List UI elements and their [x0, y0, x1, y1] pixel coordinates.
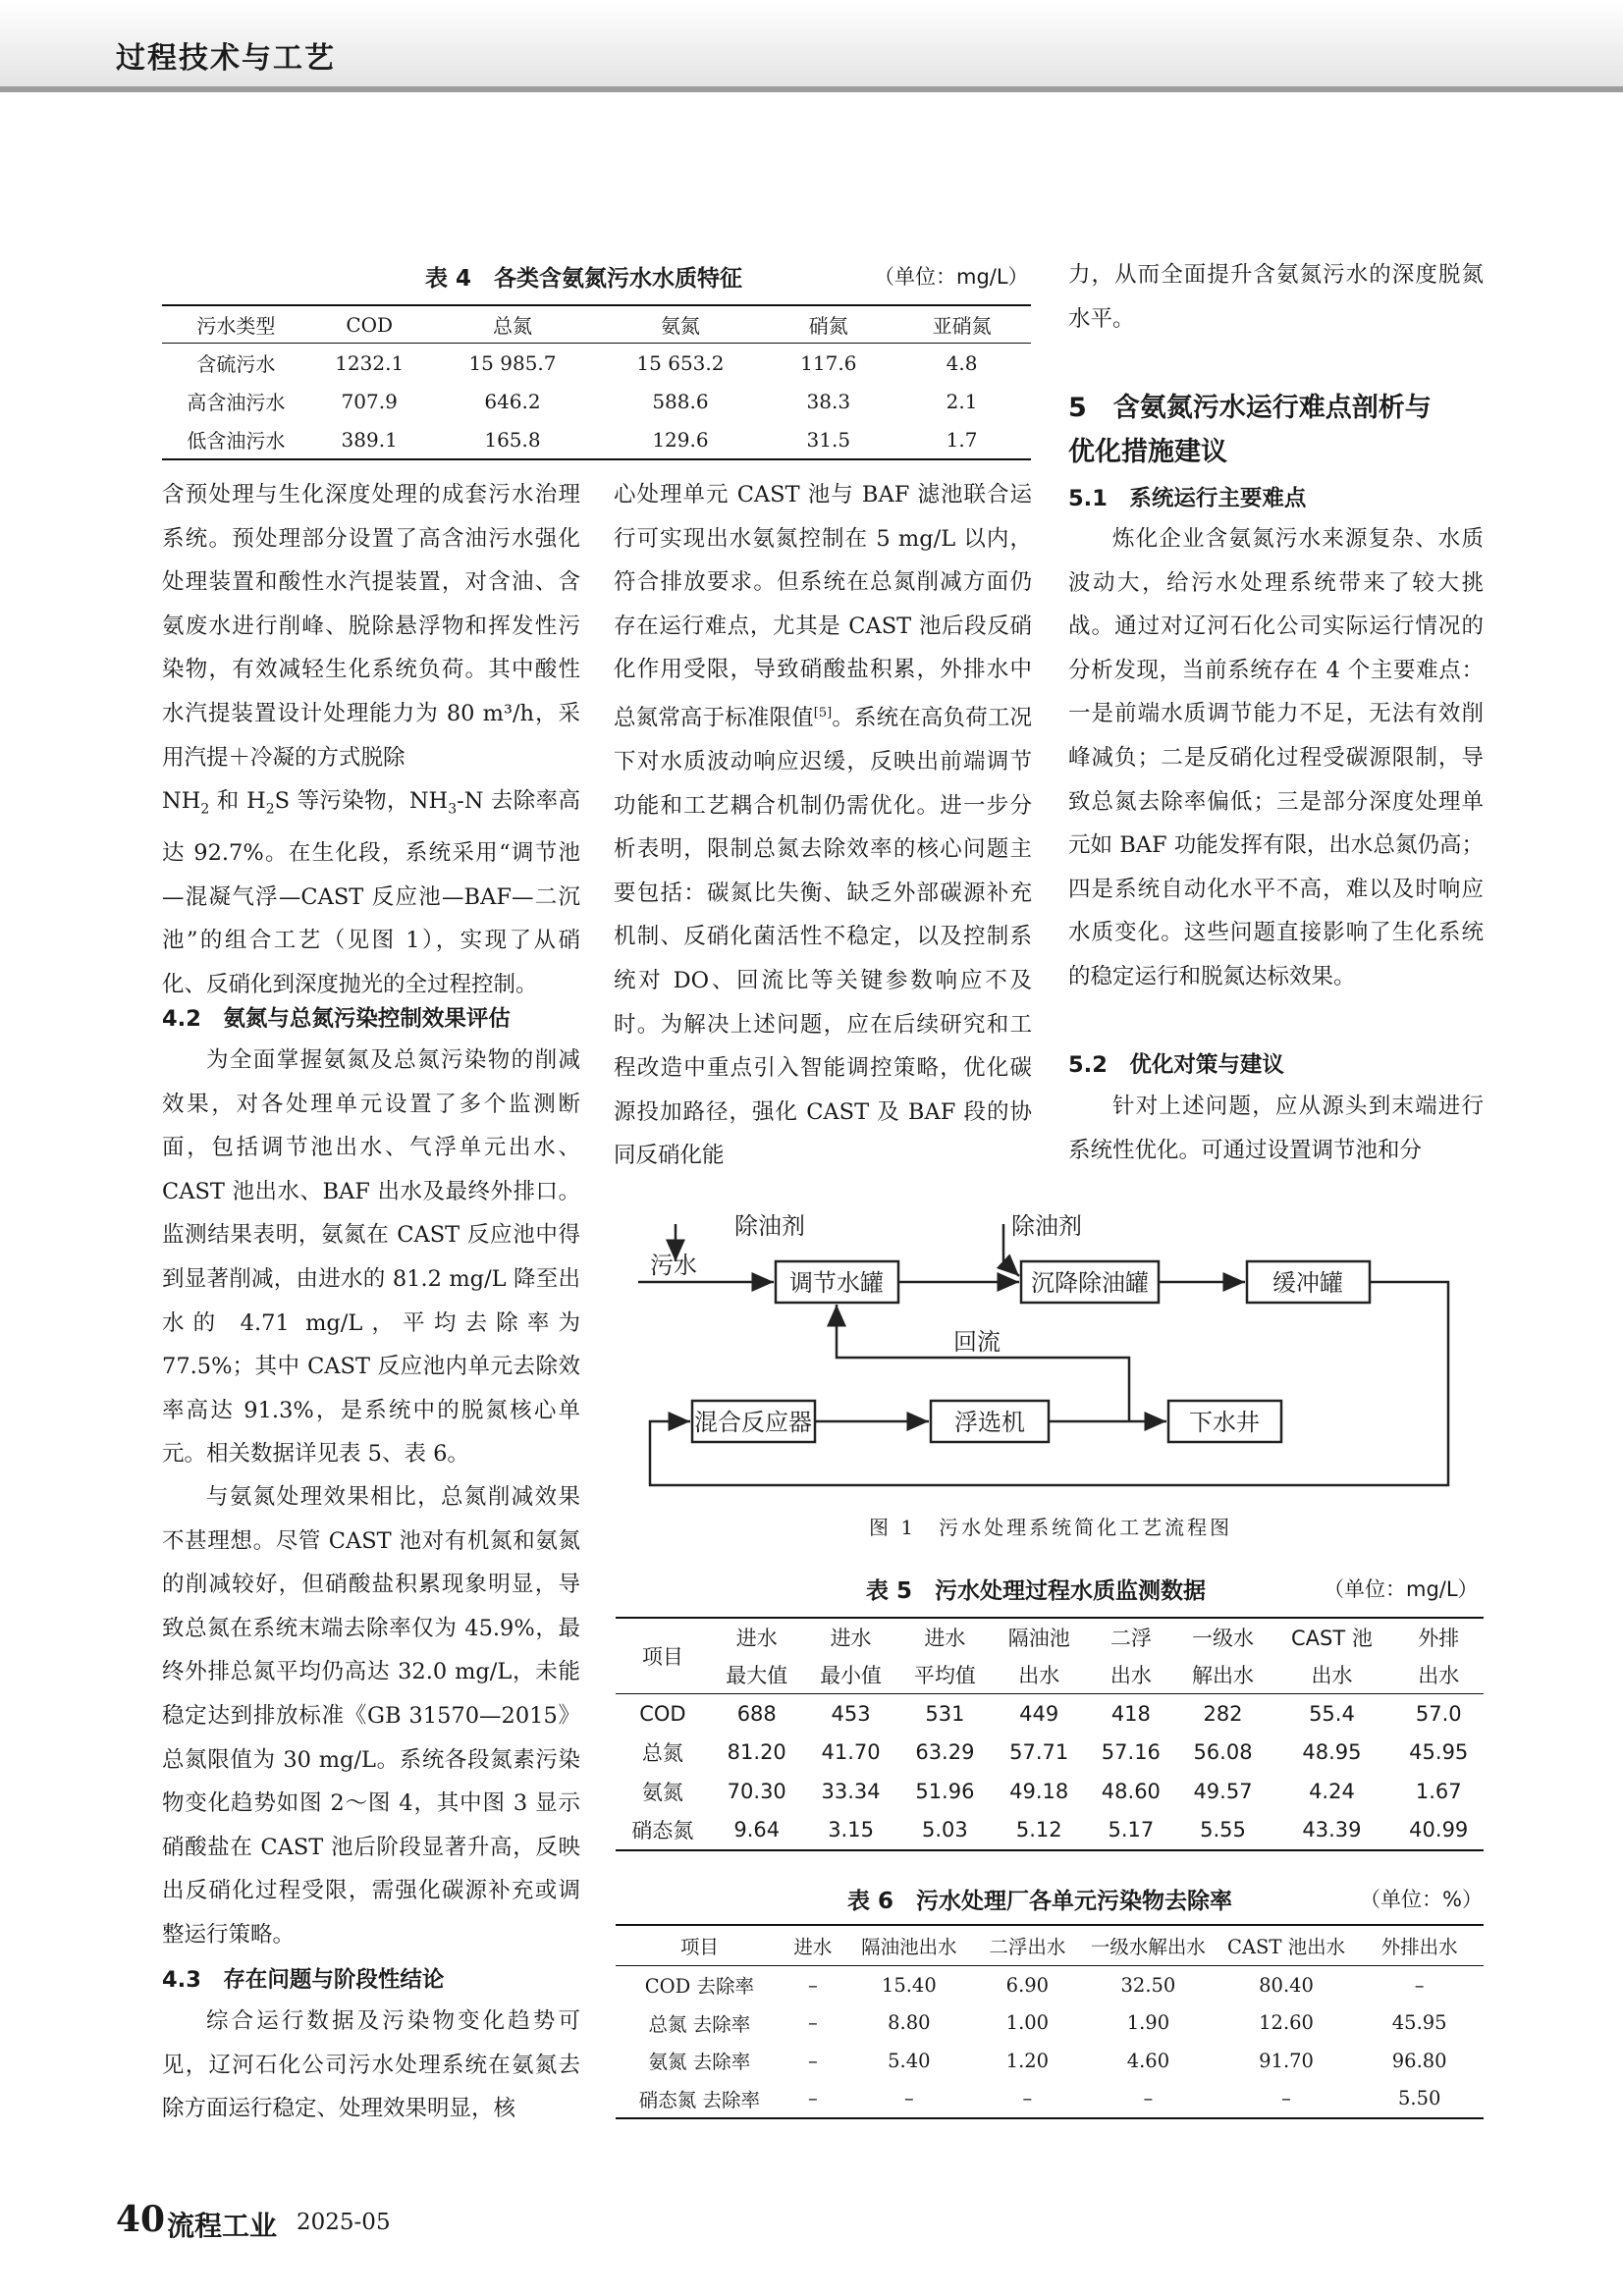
table4-unit: （单位：mg/L）: [874, 265, 1029, 289]
table6-column-header: 隔油池出水: [842, 1925, 976, 1966]
table-cell: 4.60: [1126, 2049, 1170, 2072]
table-cell: 5.12: [1015, 1818, 1062, 1842]
table5-column-header-top: 一级水: [1192, 1627, 1254, 1650]
table-cell: –: [808, 2011, 818, 2035]
table-cell: 707.9: [341, 389, 398, 413]
table-cell: 1.67: [1415, 1779, 1462, 1803]
table-cell: 48.60: [1101, 1779, 1161, 1803]
table6: [616, 1924, 1484, 2119]
table5: [616, 1617, 1484, 1851]
table-row: [616, 1734, 1484, 1773]
table5-column-header-bottom: 解出水: [1176, 1656, 1271, 1694]
fig-label-tank2: 沉降除油罐: [1031, 1269, 1149, 1297]
table-cell: 165.8: [484, 427, 541, 452]
figure1-caption: 图 1 污水处理系统简化工艺流程图: [869, 1516, 1233, 1539]
table4-column-header: 硝氮: [764, 305, 893, 344]
citation-ref: [5]: [813, 705, 833, 721]
table-cell: 3.15: [828, 1818, 874, 1842]
table-cell: COD: [639, 1701, 686, 1726]
table-cell: 81.20: [727, 1740, 786, 1765]
table5-column-header-bottom: 出水: [1393, 1656, 1484, 1694]
table5-column-header-top: 隔油池: [1007, 1627, 1070, 1650]
table-row: [162, 344, 1031, 383]
heading-5: 5 含氨氮污水运行难点剖析与 优化措施建议: [1068, 393, 1432, 467]
col1-paragraph-2: 为全面掌握氨氮及总氮污染物的削减效果，对各处理单元设置了多个监测断面，包括调节池出水、气浮单元出水、CAST 池出水、BAF 出水及最终外排口。监测结果表明，氨氮在 CAST 反应池中得到显著削减，由进水的 81.2 mg/L 降至出水的 4.71 mg/L，平均去除率为 77.5%；其中 CAST 反应池内单元去除效率高达 91.3%，是系统中的脱氮核心单元。相关数据详见表 5、表 6。: [162, 1047, 580, 1468]
table-cell: 6.90: [1005, 1973, 1050, 1997]
table5-column-header-bottom: 出水: [1270, 1656, 1393, 1694]
table5-column-header-top: 外排: [1418, 1627, 1460, 1650]
table-cell: 5.17: [1108, 1818, 1155, 1842]
table-cell: 49.18: [1009, 1779, 1069, 1803]
col1-paragraph-1: 含预处理与生化深度处理的成套污水治理系统。预处理部分设置了高含油污水强化处理装置和酸性水汽提装置，对含油、含氨废水进行削峰、脱除悬浮物和挥发性污染物，有效减轻生化系统负荷。其中酸性水汽提装置设计处理能力为 80 m³/h，采用汽提＋冷凝的方式脱除 $NH_2$ 和 $H_2S$ 等污染物，$NH_3-N$ 去除率高达 92.7%。在生化段，系统采用“调节池—混凝气浮—CAST 反应池—BAF—二沉池”的组合工艺（见图 1），实现了从硝化、反硝化到深度抛光的全过程控制。: [162, 482, 580, 998]
col2-paragraph-1: 心处理单元 CAST 池与 BAF 滤池联合运行可实现出水氨氮控制在 5 mg/L 以内，符合排放要求。但系统在总氮削减方面仍存在运行难点，尤其是 CAST 池后段反硝化作用受限，导致硝酸盐积累，外排水中总氮常高于标准限值[5]。系统在高负荷工况下对水质波动响应迟缓，反映出前端调节功能和工艺耦合机制仍需优化。进一步分析表明，限制总氮去除效率的核心问题主要包括：碳氮比失衡、缺乏外部碳源补充机制、反硝化菌活性不稳定，以及控制系统对 DO、回流比等关键参数响应不及时。为解决上述问题，应在后续研究和工程改造中重点引入智能调控策略，优化碳源投加路径，强化 CAST 及 BAF 段的协同反硝化能: [614, 482, 1032, 1169]
table4: [162, 304, 1031, 460]
table5-column-header-top: 进水: [924, 1627, 966, 1650]
table-cell: –: [1143, 2087, 1154, 2110]
table-cell: 硝态氮: [631, 1819, 694, 1843]
table-cell: 57.0: [1415, 1701, 1462, 1726]
table4-column-header: 亚硝氮: [893, 305, 1031, 344]
table-cell: 1.00: [1005, 2011, 1050, 2035]
table5-column-header-bottom: 最小值: [804, 1656, 898, 1694]
table5-column-header-top: 进水: [830, 1627, 872, 1650]
table-cell: 38.3: [806, 389, 851, 413]
table-cell: 531: [925, 1701, 965, 1726]
table-cell: 1.90: [1126, 2011, 1170, 2035]
table-row: [616, 1694, 1484, 1734]
table-cell: 48.95: [1302, 1740, 1362, 1765]
table-row: [616, 2004, 1484, 2043]
table-row: [162, 382, 1031, 420]
table-cell: 15.40: [881, 1973, 937, 1997]
table-cell: –: [903, 2087, 914, 2110]
fig-label-reflux: 回流: [953, 1328, 1001, 1356]
table-cell: 9.64: [733, 1818, 781, 1842]
table-cell: 5.50: [1397, 2087, 1441, 2110]
table6-column-header: 进水: [784, 1925, 842, 1966]
table-cell: 49.57: [1193, 1779, 1253, 1803]
table5-column-header-bottom: 出水: [1086, 1656, 1175, 1694]
table-cell: 418: [1110, 1701, 1151, 1726]
table5-unit: （单位：mg/L）: [1324, 1577, 1479, 1601]
table4-column-header: 总氮: [429, 305, 597, 344]
table-cell: 硝态氮 去除率: [638, 2088, 760, 2111]
col3-paragraph-2: 针对上述问题，应从源头到末端进行系统性优化。可通过设置调节池和分: [1068, 1094, 1484, 1163]
table5-column-header-top: 进水: [735, 1627, 778, 1650]
table-cell: 1.7: [946, 427, 978, 452]
table-cell: 55.4: [1309, 1701, 1355, 1726]
table-cell: 449: [1019, 1701, 1059, 1726]
table5-column-header-bottom: 出水: [992, 1656, 1086, 1694]
table-cell: 96.80: [1391, 2049, 1447, 2072]
heading-5-2: 5.2 优化对策与建议: [1068, 1052, 1284, 1078]
table-cell: 688: [736, 1701, 777, 1726]
table-cell: –: [1022, 2087, 1033, 2110]
table-cell: 57.16: [1101, 1740, 1161, 1765]
table6-column-header: 二浮出水: [976, 1925, 1079, 1966]
table-cell: 453: [831, 1701, 871, 1726]
heading-4-2: 4.2 氨氮与总氮污染控制效果评估: [162, 1006, 511, 1032]
table-cell: –: [808, 1973, 818, 1997]
table-cell: 高含油污水: [187, 391, 286, 414]
table-cell: 70.30: [727, 1779, 786, 1803]
table-cell: 15 985.7: [468, 350, 557, 375]
table-cell: 91.70: [1259, 2049, 1314, 2072]
table-cell: 129.6: [652, 427, 709, 452]
table4-caption: 表 4 各类含氨氮污水水质特征: [425, 266, 743, 292]
table-cell: 12.60: [1259, 2011, 1314, 2035]
fig-label-flotation: 浮选机: [954, 1409, 1025, 1436]
table-row: [616, 2042, 1484, 2080]
col1-paragraph-3: 与氨氮处理效果相比，总氮削减效果不甚理想。尽管 CAST 池对有机氮和氨氮的削减较好，但硝酸盐积累现象明显，导致总氮在系统末端去除率仅为 45.9%，最终外排总氮平均仍高达 32.0 mg/L，未能稳定达到排放标准《GB 31570—2015》总氮限值为 30 mg/L。系统各段氮素污染物变化趋势如图 2～图 4，其中图 3 显示硝酸盐在 CAST 池后阶段显著升高，反映出反硝化过程受限，需强化碳源补充或调整运行策略。: [162, 1484, 580, 1948]
table-cell: 总氮: [641, 1741, 683, 1766]
table-cell: 117.6: [800, 350, 857, 375]
table4-column-header: 污水类型: [162, 305, 310, 344]
fig-label-reactor: 混合反应器: [694, 1409, 812, 1436]
table-cell: 389.1: [341, 427, 398, 452]
table-cell: 33.34: [821, 1779, 881, 1803]
table-cell: 51.96: [915, 1779, 975, 1803]
table-cell: COD 去除率: [644, 1975, 754, 1999]
table-cell: 45.95: [1391, 2011, 1447, 2035]
table-cell: 282: [1203, 1701, 1243, 1726]
table6-column-header: CAST 池出水: [1217, 1925, 1356, 1966]
fig-label-sewer: 下水井: [1189, 1409, 1260, 1436]
col3-paragraph-0: 力，从而全面提升含氨氮污水的深度脱氮水平。: [1068, 262, 1484, 332]
table5-caption: 表 5 污水处理过程水质监测数据: [866, 1578, 1207, 1604]
issue-date: 2025-05: [297, 2210, 391, 2235]
table-cell: –: [808, 2087, 818, 2110]
table-cell: 氨氮 去除率: [648, 2051, 751, 2074]
table-cell: 5.55: [1200, 1818, 1246, 1842]
fig-label-inflow: 污水: [650, 1252, 697, 1279]
col3-paragraph-1: 炼化企业含氨氮污水来源复杂、水质波动大，给污水处理系统带来了较大挑战。通过对辽河石化公司实际运行情况的分析发现，当前系统存在 4 个主要难点：一是前端水质调节能力不足，无法有效削峰减负；二是反硝化过程受碳源限制，导致总氮去除率偏低；三是部分深度处理单元如 BAF 功能发挥有限，出水总氮仍高；四是系统自动化水平不高，难以及时响应水质变化。这些问题直接影响了生化系统的稳定运行和脱氮达标效果。: [1068, 526, 1484, 989]
table-cell: 5.40: [888, 2049, 931, 2072]
table6-column-header: 项目: [616, 1925, 784, 1966]
fig-label-agent2: 除油剂: [1011, 1212, 1082, 1240]
heading-5-1: 5.1 系统运行主要难点: [1068, 486, 1307, 511]
table-cell: –: [808, 2049, 818, 2072]
figure1-flowchart: [638, 1202, 1478, 1497]
table-cell: 32.50: [1120, 1973, 1176, 1997]
table-cell: 4.8: [946, 350, 978, 375]
table-cell: 31.5: [806, 427, 851, 452]
table-cell: 1.20: [1005, 2049, 1050, 2072]
table-cell: 1232.1: [335, 350, 405, 375]
fig-label-tank3: 缓冲罐: [1272, 1269, 1343, 1297]
table-cell: 总氮 去除率: [648, 2012, 751, 2036]
heading-4-3: 4.3 存在问题与阶段性结论: [162, 1967, 445, 1993]
table-row: [616, 1966, 1484, 2004]
section-title: 过程技术与工艺: [116, 41, 336, 76]
page-number: 40: [116, 2199, 166, 2240]
table-cell: 4.24: [1309, 1779, 1355, 1803]
table-cell: 2.1: [946, 389, 978, 413]
fig-label-agent1: 除油剂: [734, 1212, 805, 1240]
table-row: [616, 1811, 1484, 1851]
table-cell: 低含油污水: [187, 429, 286, 453]
table-cell: 氨氮: [641, 1780, 683, 1804]
fig-label-tank1: 调节水罐: [789, 1269, 884, 1297]
table5-column-header-bottom: 最大值: [710, 1656, 804, 1694]
table-cell: 646.2: [484, 389, 541, 413]
table4-column-header: COD: [310, 305, 429, 344]
table5-column-header-top: 二浮: [1109, 1627, 1152, 1650]
col1-paragraph-4: 综合运行数据及污染物变化趋势可见，辽河石化公司污水处理系统在氨氮去除方面运行稳定、处理效果明显，核: [162, 2008, 580, 2122]
table-cell: 41.70: [821, 1740, 881, 1765]
table-cell: –: [1414, 1973, 1425, 1997]
table-cell: 588.6: [652, 389, 709, 413]
table-cell: 45.95: [1409, 1740, 1469, 1765]
table-row: [616, 1772, 1484, 1811]
table-cell: 63.29: [915, 1740, 975, 1765]
table-cell: 5.03: [922, 1818, 968, 1842]
table-row: [162, 420, 1031, 459]
table6-column-header: 一级水解出水: [1079, 1925, 1217, 1966]
table6-caption: 表 6 污水处理厂各单元污染物去除率: [847, 1889, 1233, 1914]
table6-column-header: 外排出水: [1355, 1925, 1484, 1966]
table-cell: 56.08: [1193, 1740, 1253, 1765]
table4-column-header: 氨氮: [596, 305, 764, 344]
table-cell: 含硫污水: [196, 352, 276, 376]
table-cell: –: [1281, 2087, 1291, 2110]
table-cell: 40.99: [1409, 1818, 1469, 1842]
table-cell: 43.39: [1302, 1818, 1362, 1842]
table-row: [616, 2080, 1484, 2119]
table-cell: 15 653.2: [636, 350, 725, 375]
table-cell: 80.40: [1259, 1973, 1314, 1997]
table5-column-header-bottom: 平均值: [897, 1656, 992, 1694]
table5-column-header-top: CAST 池: [1291, 1627, 1373, 1650]
magazine-name: 流程工业: [167, 2210, 278, 2242]
table6-unit: （单位：%）: [1360, 1888, 1483, 1911]
table5-item-header: 项目: [616, 1618, 710, 1694]
table-cell: 8.80: [888, 2011, 931, 2035]
table-cell: 57.71: [1009, 1740, 1069, 1765]
